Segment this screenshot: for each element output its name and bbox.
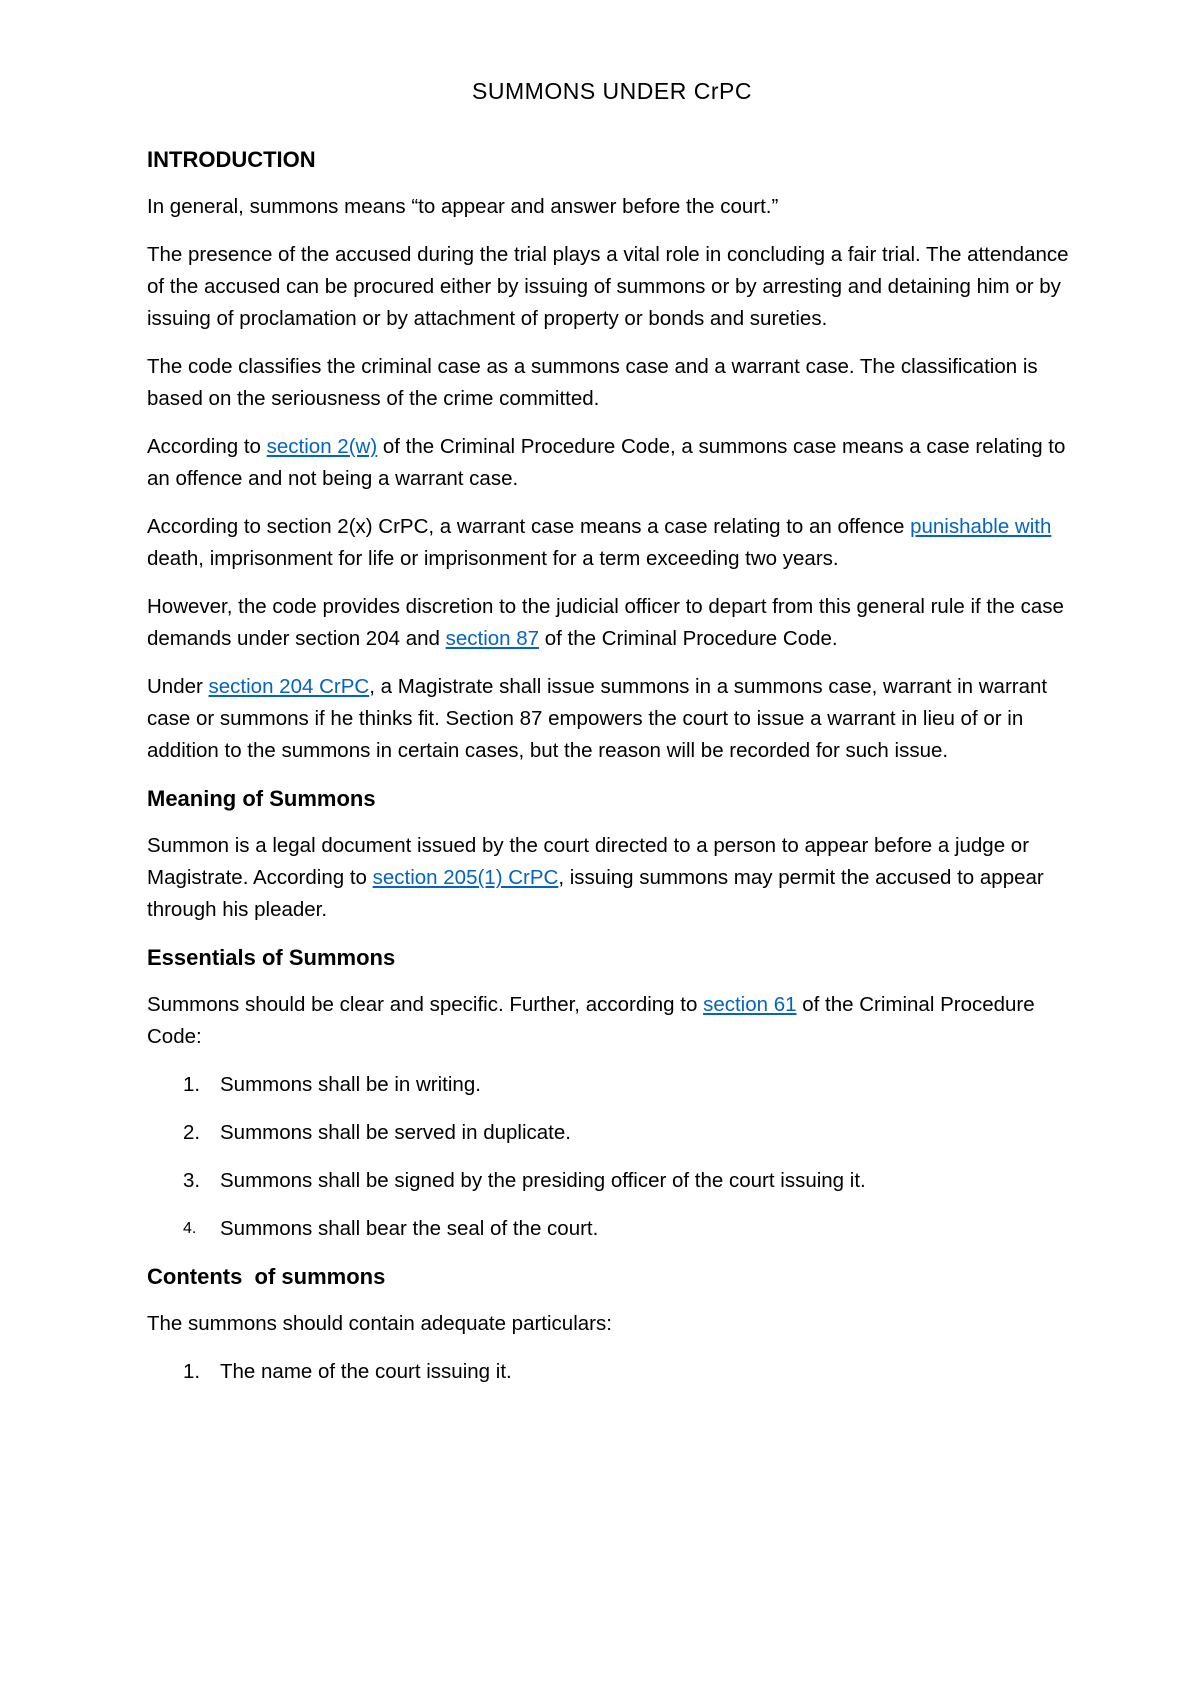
intro-paragraph-6 bbox=[147, 591, 1077, 655]
essentials-paragraph-1 bbox=[147, 989, 1077, 1053]
paragraph-text: Summons should be clear and specific. Further, according to bbox=[147, 993, 704, 1016]
paragraph-text: According to section 2(x) CrPC, a warrant case means a case relating to an offence bbox=[147, 515, 911, 538]
intro-paragraph-5 bbox=[147, 511, 1077, 575]
list-item bbox=[147, 1213, 1077, 1245]
list-item-text: Summons shall be in writing. bbox=[220, 1073, 481, 1096]
intro-paragraph-4 bbox=[147, 431, 1077, 495]
paragraph-text: of the Criminal Procedure Code: bbox=[147, 993, 1035, 1048]
paragraph-text: , issuing summons may permit the accused to appear through his pleader. bbox=[147, 866, 1044, 921]
paragraph-text: According to bbox=[147, 435, 267, 458]
list-item bbox=[147, 1069, 1077, 1101]
list-item bbox=[147, 1117, 1077, 1149]
paragraph-text: of the Criminal Procedure Code, a summons case means a case relating to an offence and not being a warrant case. bbox=[147, 435, 1066, 490]
list-item-text: Summons shall be signed by the presiding officer of the court issuing it. bbox=[220, 1169, 866, 1192]
paragraph-text: However, the code provides discretion to the judicial officer to depart from this general rule if the case demands under section 204 and bbox=[147, 595, 1064, 650]
contents-paragraph-1: The summons should contain adequate particulars: bbox=[147, 1312, 612, 1335]
list-item-text: Summons shall bear the seal of the court. bbox=[220, 1217, 599, 1240]
list-number: 1. bbox=[183, 1360, 201, 1383]
intro-paragraph-1: In general, summons means “to appear and answer before the court.” bbox=[147, 195, 779, 218]
list-number: 4. bbox=[183, 1220, 197, 1237]
contents-heading: Contents of summons bbox=[147, 1264, 386, 1289]
section-61-link[interactable]: section 61 bbox=[703, 993, 797, 1016]
paragraph-text: of the Criminal Procedure Code. bbox=[539, 627, 838, 650]
essentials-heading: Essentials of Summons bbox=[147, 945, 396, 970]
paragraph-text: death, imprisonment for life or imprisonment for a term exceeding two years. bbox=[147, 547, 839, 570]
section-204-link[interactable]: section 204 CrPC bbox=[208, 675, 370, 698]
section-205-1-link[interactable]: section 205(1) CrPC bbox=[372, 866, 559, 889]
intro-paragraph-7 bbox=[147, 671, 1077, 767]
list-item bbox=[147, 1356, 1077, 1388]
paragraph-text: Summon is a legal document issued by the court directed to a person to appear before a judge or Magistrate. According to bbox=[147, 834, 1030, 889]
punishable-with-link[interactable]: punishable with bbox=[910, 515, 1052, 538]
document-body bbox=[147, 72, 1077, 1404]
list-item-text: Summons shall be served in duplicate. bbox=[220, 1121, 571, 1144]
list-number: 1. bbox=[183, 1073, 201, 1096]
section-87-link[interactable]: section 87 bbox=[445, 627, 540, 650]
section-2w-link[interactable]: section 2(w) bbox=[266, 435, 378, 458]
introduction-heading: INTRODUCTION bbox=[147, 147, 316, 172]
meaning-heading: Meaning of Summons bbox=[147, 786, 376, 811]
meaning-paragraph-1 bbox=[147, 830, 1077, 926]
list-number: 2. bbox=[183, 1121, 201, 1144]
intro-paragraph-2: The presence of the accused during the trial plays a vital role in concluding a fair trial. The attendance of the accused can be procured either by issuing of summons or by arresting and detaining him or by issuing of proclamation or by attachment of property or bonds and sureties. bbox=[147, 243, 1069, 330]
document-title: SUMMONS UNDER CrPC bbox=[472, 78, 752, 104]
paragraph-text: Under bbox=[147, 675, 209, 698]
essentials-list bbox=[147, 1069, 1077, 1245]
list-item bbox=[147, 1165, 1077, 1197]
list-number: 3. bbox=[183, 1169, 201, 1192]
list-item-text: The name of the court issuing it. bbox=[220, 1360, 512, 1383]
contents-list bbox=[147, 1356, 1077, 1388]
intro-paragraph-3: The code classifies the criminal case as a summons case and a warrant case. The classification is based on the seriousness of the crime committed. bbox=[147, 355, 1038, 410]
paragraph-text: , a Magistrate shall issue summons in a summons case, warrant in warrant case or summons if he thinks fit. Section 87 empowers the court to issue a warrant in lieu of or in addition to the summons in certain cases, but the reason will be recorded for such issue. bbox=[147, 675, 1048, 762]
